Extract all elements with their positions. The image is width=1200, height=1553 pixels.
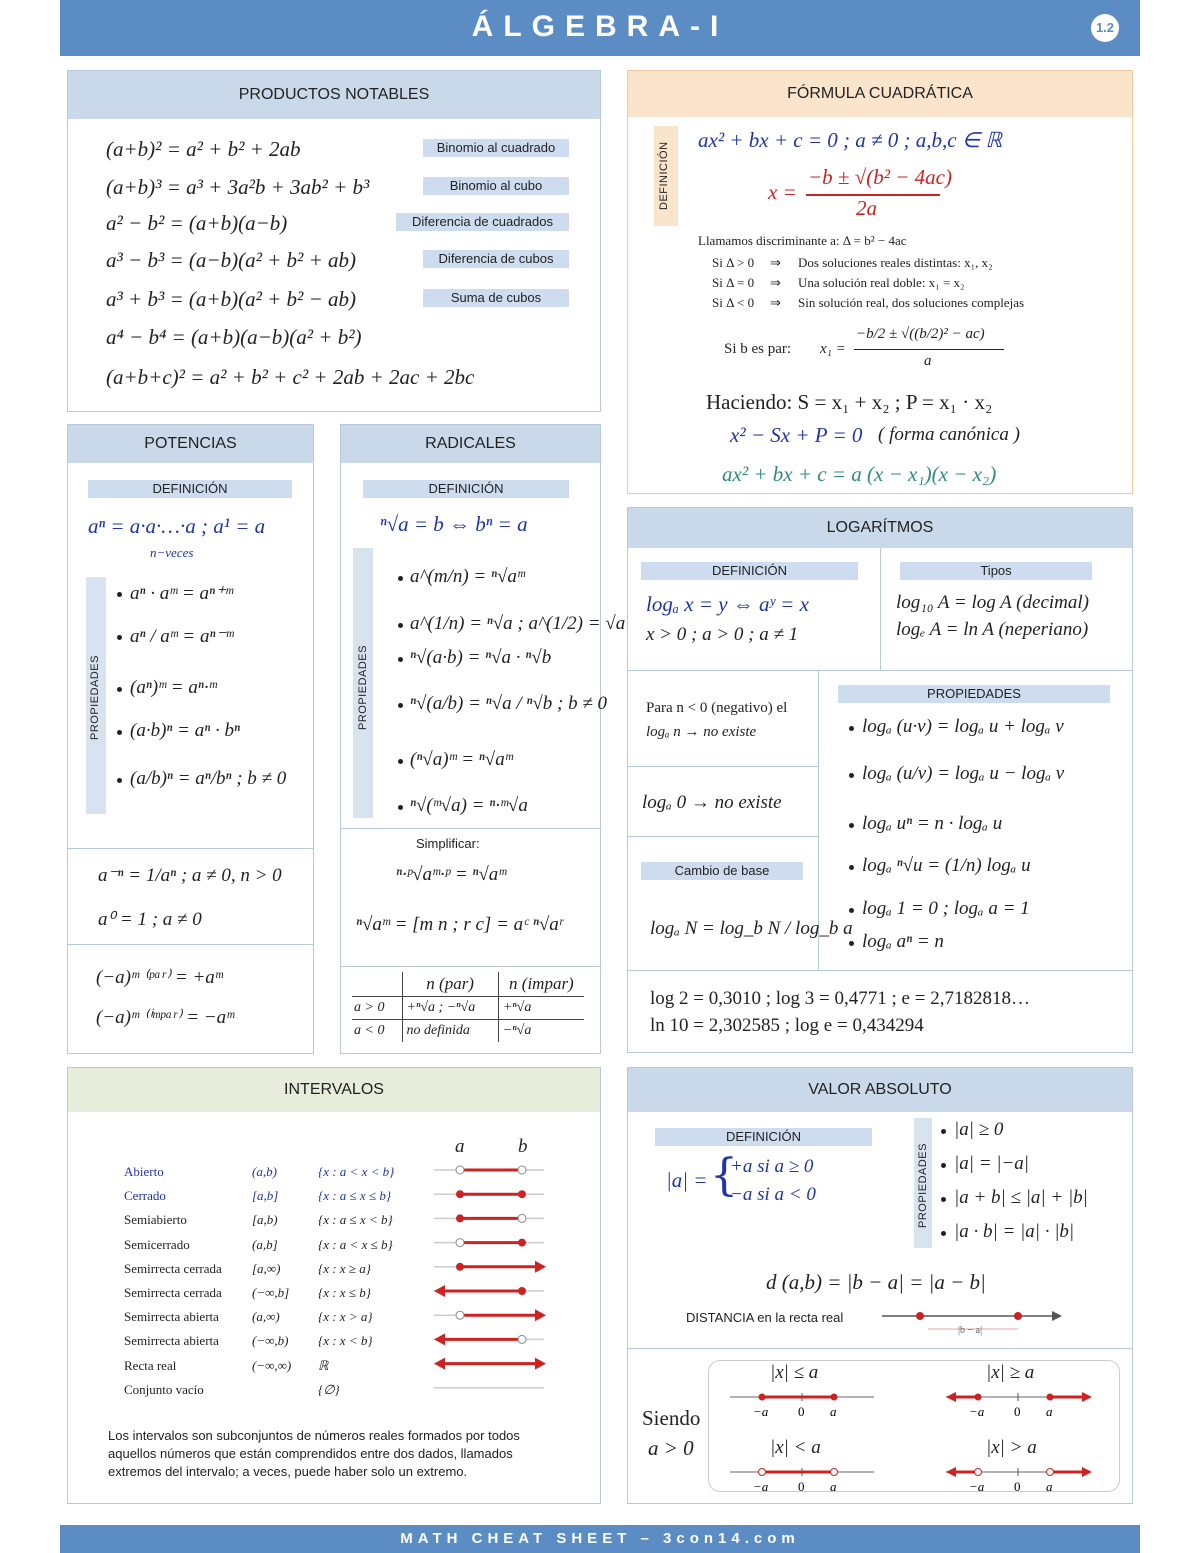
b-par-denominator: a — [924, 353, 932, 369]
potencia-property: aⁿ · aᵐ = aⁿ⁺ᵐ — [130, 583, 233, 604]
inequality-number-line — [726, 1461, 886, 1497]
interval-name: Recta real — [124, 1357, 177, 1373]
divider — [68, 944, 313, 945]
potencias-definition: aⁿ = a·a·…·a ; a¹ = a — [88, 514, 266, 538]
arrowhead — [535, 1358, 546, 1370]
tick-label: −a — [969, 1479, 985, 1494]
interval-notation: (−∞,b) — [252, 1333, 289, 1349]
closed-endpoint — [975, 1394, 982, 1401]
even-power: (−a)ᵐ ⁽ᵖᵃʳ⁾ = +aᵐ — [96, 967, 223, 988]
distance-caption: DISTANCIA en la recta real — [686, 1310, 844, 1325]
interval-name: Abierto — [124, 1164, 164, 1179]
case-condition: Si Δ > 0 — [712, 255, 755, 270]
product-label: Binomio al cuadrado — [423, 139, 569, 157]
interval-set: {x : a ≤ x ≤ b} — [318, 1188, 392, 1204]
log-zero-note: logₐ 0 → no existe — [642, 792, 782, 813]
case-arrow: ⇒ — [770, 295, 781, 310]
radical-property: (ⁿ√a)ᵐ = ⁿ√aᵐ — [410, 749, 513, 770]
interval-set: ℝ — [318, 1357, 329, 1373]
propiedades-tab-label: PROPIEDADES — [89, 655, 101, 740]
arrowhead — [434, 1285, 445, 1297]
distance-number-line — [878, 1302, 1068, 1338]
table-cell: +ⁿ√a ; −ⁿ√a — [402, 997, 498, 1020]
b-par-label: Si b es par: — [724, 341, 792, 357]
bullet — [117, 778, 122, 783]
divider — [628, 836, 818, 837]
interval-set: {x : x < b} — [318, 1333, 373, 1349]
log-property: logₐ aⁿ = n — [862, 931, 944, 952]
siendo-label: Siendo — [642, 1406, 701, 1430]
open-endpoint — [518, 1214, 526, 1222]
interval-notation: (−∞,b] — [252, 1285, 290, 1300]
case-text: Dos soluciones reales distintas: x₁, x₂ — [798, 255, 993, 270]
log-type-neperiano: logₑ A = ln A (neperiano) — [896, 619, 1089, 640]
potencia-property: (a/b)ⁿ = aⁿ/bⁿ ; b ≠ 0 — [130, 768, 287, 789]
bullet — [941, 1197, 946, 1202]
quadratic-numerator: −b ± √(b² − 4ac) — [808, 165, 952, 189]
interval-name: Semirrecta abierta — [124, 1309, 219, 1325]
tick-label: −a — [753, 1404, 769, 1419]
log-values-1: log 2 = 0,3010 ; log 3 = 0,4771 ; e = 2,7182818… — [650, 988, 1030, 1009]
tick-label: 0 — [1014, 1479, 1021, 1494]
inequality-number-line — [942, 1386, 1102, 1422]
cambio-base-label: Cambio de base — [641, 862, 803, 880]
table-row — [352, 1020, 584, 1043]
case-arrow: ⇒ — [770, 255, 781, 270]
tick-label: a — [1046, 1479, 1053, 1494]
divider — [68, 848, 313, 849]
tick-label: 0 — [798, 1404, 805, 1419]
table-cell: −ⁿ√a — [502, 1023, 532, 1038]
siendo-condition: a > 0 — [648, 1436, 694, 1460]
bullet — [849, 908, 854, 913]
closed-endpoint — [1047, 1394, 1054, 1401]
closed-endpoint — [759, 1394, 766, 1401]
arrowhead — [1082, 1467, 1092, 1477]
b-par-numerator: −b/2 ± √((b/2)² − ac) — [856, 326, 985, 342]
arrowhead — [535, 1309, 546, 1321]
panel-title: LOGARÍTMOS — [628, 508, 1132, 548]
interval-name: Semiabierto — [124, 1212, 187, 1228]
simplify-rule-1: ⁿ·ᵖ√aᵐ·ᵖ = ⁿ√aᵐ — [396, 864, 507, 885]
bullet — [849, 773, 854, 778]
interval-notation: [a,∞) — [252, 1260, 281, 1276]
radical-property: ⁿ√(ᵐ√a) = ⁿ·ᵐ√a — [410, 795, 528, 816]
quadratic-equation: ax² + bx + c = 0 ; a ≠ 0 ; a,b,c ∈ ℝ — [698, 128, 1003, 152]
divider — [628, 670, 1132, 671]
log-definition: logₐ x = y ⇔ aʸ = x — [646, 592, 809, 616]
definicion-label: DEFINICIÓN — [655, 1128, 872, 1146]
bullet — [941, 1163, 946, 1168]
propiedades-tab-label: PROPIEDADES — [917, 1143, 929, 1228]
product-formula: a³ − b³ = (a−b)(a² + b² + ab) — [106, 248, 357, 272]
discriminant-text: Llamamos discriminante a: Δ = b² − 4ac — [698, 233, 907, 248]
log-conditions: x > 0 ; a > 0 ; a ≠ 1 — [646, 624, 799, 645]
bullet — [398, 657, 403, 662]
interval-notation: [a,b] — [252, 1188, 279, 1204]
bullet — [849, 726, 854, 731]
inequality-number-line — [942, 1461, 1102, 1497]
interval-notation: (a,b] — [252, 1236, 278, 1252]
abs-case-negative: −a si a < 0 — [730, 1184, 816, 1205]
radicales-table — [352, 972, 584, 1042]
simplify-rule-2: ⁿ√aᵐ = [m n ; r c] = aᶜ ⁿ√aʳ — [356, 914, 564, 935]
inequality-label: |x| > a — [986, 1437, 1037, 1458]
closed-endpoint — [518, 1190, 526, 1198]
divider — [341, 828, 600, 829]
table-row — [352, 997, 584, 1020]
divider — [628, 1348, 1132, 1349]
interval-set: {x : a ≤ x < b} — [318, 1212, 393, 1228]
closed-endpoint — [456, 1214, 464, 1222]
abs-definition-lhs: |a| = — [666, 1168, 708, 1192]
factored-form: ax² + bx + c = a (x − x₁)(x − x₂) — [722, 462, 997, 486]
odd-power: (−a)ᵐ ⁽ⁱᵐᵖᵃʳ⁾ = −aᵐ — [96, 1007, 235, 1028]
zero-exponent: a⁰ = 1 ; a ≠ 0 — [98, 909, 202, 930]
abs-case-positive: +a si a ≥ 0 — [730, 1156, 814, 1177]
productos-notables-panel — [67, 70, 601, 412]
bullet — [941, 1231, 946, 1236]
closed-endpoint — [456, 1190, 464, 1198]
endpoint-a-label: a — [455, 1136, 465, 1157]
abs-property: |a| = |−a| — [954, 1153, 1030, 1174]
haciendo-text: Haciendo: S = x₁ + x₂ ; P = x₁ · x₂ — [706, 390, 993, 414]
table-cell: a > 0 — [352, 997, 402, 1020]
interval-set: {x : a < x ≤ b} — [318, 1236, 393, 1252]
radical-property: ⁿ√(a/b) = ⁿ√a / ⁿ√b ; b ≠ 0 — [410, 693, 608, 714]
definicion-label: DEFINICIÓN — [641, 562, 858, 580]
tick-label: a — [830, 1479, 837, 1494]
interval-notation: (−∞,∞) — [252, 1357, 292, 1373]
intervalos-note: Los intervalos son subconjuntos de números reales formados por todos aquellos números que están comprendidos entre dos dados, llamados extremos del intervalo; a veces, puede haber solo un extremo. — [108, 1428, 520, 1479]
interval-name: Cerrado — [124, 1188, 166, 1204]
interval-name: Semicerrado — [124, 1236, 190, 1252]
distance-formula: d (a,b) = |b − a| = |a − b| — [766, 1270, 986, 1294]
radical-property: a^(1/n) = ⁿ√a ; a^(1/2) = √a — [410, 613, 626, 634]
bullet — [849, 823, 854, 828]
product-formula: (a+b)³ = a³ + 3a²b + 3ab² + b³ — [106, 175, 370, 199]
arrowhead — [946, 1392, 956, 1402]
abs-property: |a| ≥ 0 — [954, 1119, 1004, 1140]
interval-set: {x : x > a} — [318, 1309, 373, 1325]
log-property: logₐ uⁿ = n · logₐ u — [862, 813, 1003, 834]
arrowhead — [434, 1333, 445, 1345]
log-property: logₐ (u/v) = logₐ u − logₐ v — [862, 763, 1065, 784]
log-property: logₐ ⁿ√u = (1/n) logₐ u — [862, 855, 1031, 876]
panel-title: PRODUCTOS NOTABLES — [68, 71, 600, 119]
open-endpoint — [518, 1166, 526, 1174]
interval-set: {x : x ≤ b} — [318, 1285, 371, 1300]
page-number-badge: 1.2 — [1091, 14, 1119, 42]
open-endpoint — [518, 1335, 526, 1343]
fraction-bar — [854, 349, 1004, 350]
interval-name: Semirrecta cerrada — [124, 1285, 222, 1300]
intervalos-number-lines — [430, 1155, 555, 1405]
bullet — [398, 576, 403, 581]
interval-name: Semirrecta abierta — [124, 1333, 219, 1349]
open-endpoint — [456, 1166, 464, 1174]
bullet — [941, 1129, 946, 1134]
divider — [628, 766, 818, 767]
arrowhead — [535, 1261, 546, 1273]
interval-name: Conjunto vacío — [124, 1381, 204, 1397]
panel-title: POTENCIAS — [68, 425, 313, 463]
interval-name: Semirrecta cerrada — [124, 1260, 222, 1276]
divider — [880, 548, 881, 670]
interval-set: {x : x ≥ a} — [318, 1260, 371, 1276]
closed-endpoint — [518, 1239, 526, 1247]
inequality-label: |x| < a — [770, 1437, 821, 1458]
table-cell: +ⁿ√a — [502, 1000, 532, 1015]
closed-endpoint — [831, 1394, 838, 1401]
inequality-label: |x| ≥ a — [986, 1362, 1035, 1383]
interval-notation: (a,∞) — [252, 1309, 280, 1325]
page-title: ÁLGEBRA-I — [471, 10, 729, 43]
quadratic-denominator: 2a — [856, 196, 877, 220]
product-formula: a² − b² = (a+b)(a−b) — [106, 211, 288, 235]
panel-title: INTERVALOS — [68, 1068, 600, 1112]
open-endpoint — [975, 1469, 982, 1476]
distance-tag: |b − a| — [958, 1325, 983, 1336]
case-text: Una solución real doble: x₁ = x₂ — [798, 275, 965, 290]
tick-label: 0 — [798, 1479, 805, 1494]
open-endpoint — [759, 1469, 766, 1476]
table-header-row — [352, 972, 584, 997]
arrowhead — [1082, 1392, 1092, 1402]
log-property: logₐ 1 = 0 ; logₐ a = 1 — [862, 898, 1030, 919]
tick-label: a — [1046, 1404, 1053, 1419]
bullet — [398, 759, 403, 764]
bullet — [849, 941, 854, 946]
bullet — [117, 592, 122, 597]
endpoint-b-label: b — [518, 1136, 528, 1157]
open-endpoint — [1047, 1469, 1054, 1476]
product-label: Diferencia de cuadrados — [396, 213, 569, 231]
quadratic-x-lhs: x = — [768, 180, 797, 204]
tick-label: −a — [969, 1404, 985, 1419]
definicion-tab-label: DEFINICIÓN — [658, 141, 670, 210]
potencia-property: (aⁿ)ᵐ = aⁿ·ᵐ — [130, 677, 217, 698]
canonical-form: x² − Sx + P = 0 — [730, 423, 863, 447]
bullet — [398, 703, 403, 708]
potencia-property: aⁿ / aᵐ = aⁿ⁻ᵐ — [130, 626, 234, 647]
tick-label: −a — [753, 1479, 769, 1494]
abs-property: |a + b| ≤ |a| + |b| — [954, 1187, 1088, 1208]
arrowhead — [946, 1467, 956, 1477]
table-cell: no definida — [402, 1020, 498, 1043]
closed-endpoint — [518, 1287, 526, 1295]
point-a — [916, 1312, 924, 1320]
panel-title: FÓRMULA CUADRÁTICA — [628, 71, 1132, 117]
case-text: Sin solución real, dos soluciones complejas — [798, 295, 1025, 310]
footer-text: MATH CHEAT SHEET – 3con14.com — [400, 1530, 800, 1547]
radicales-definition: ⁿ√a = b ⇔ bⁿ = a — [380, 512, 528, 536]
product-formula: a³ + b³ = (a+b)(a² + b² − ab) — [106, 287, 357, 311]
open-endpoint — [456, 1239, 464, 1247]
abs-property: |a · b| = |a| · |b| — [954, 1221, 1075, 1242]
log-property: logₐ (u·v) = logₐ u + logₐ v — [862, 716, 1064, 737]
log-negative-note-2: logₐ n → no existe — [646, 724, 757, 740]
axis-arrowhead — [1052, 1311, 1062, 1321]
bullet — [849, 865, 854, 870]
interval-notation: (a,b) — [252, 1164, 277, 1179]
closed-endpoint — [456, 1263, 464, 1271]
tipos-label: Tipos — [900, 562, 1092, 580]
log-type-decimal: log₁₀ A = log A (decimal) — [896, 592, 1089, 613]
arrowhead — [434, 1358, 445, 1370]
b-par-lhs: x₁ = — [820, 341, 846, 357]
log-negative-note: Para n < 0 (negativo) el — [646, 700, 788, 716]
tick-label: 0 — [1014, 1404, 1021, 1419]
propiedades-tab-label: PROPIEDADES — [357, 645, 369, 730]
bullet — [398, 805, 403, 810]
table-header-cell: n (impar) — [498, 972, 584, 997]
bullet — [117, 687, 122, 692]
propiedades-label: PROPIEDADES — [838, 685, 1110, 703]
case-condition: Si Δ < 0 — [712, 295, 755, 310]
change-of-base: logₐ N = log_b N / log_b a — [650, 918, 853, 939]
bullet — [117, 730, 122, 735]
radical-property: ⁿ√(a·b) = ⁿ√a · ⁿ√b — [410, 647, 552, 668]
table-header-cell — [352, 972, 402, 997]
bullet — [398, 623, 403, 628]
case-condition: Si Δ = 0 — [712, 275, 755, 290]
interval-set: {x : a < x < b} — [318, 1164, 395, 1179]
panel-title: VALOR ABSOLUTO — [628, 1068, 1132, 1112]
inequality-label: |x| ≤ a — [770, 1362, 819, 1383]
interval-set: {∅} — [318, 1381, 340, 1397]
product-label: Diferencia de cubos — [423, 250, 569, 268]
point-b — [1014, 1312, 1022, 1320]
inequality-number-line — [726, 1386, 886, 1422]
bullet — [117, 635, 122, 640]
definicion-label: DEFINICIÓN — [363, 480, 569, 498]
definicion-label: DEFINICIÓN — [88, 480, 292, 498]
table-cell: a < 0 — [352, 1020, 402, 1043]
product-formula: (a+b)² = a² + b² + 2ab — [106, 137, 301, 161]
divider — [341, 966, 600, 967]
divider — [628, 970, 1132, 971]
tick-label: a — [830, 1404, 837, 1419]
abs-brace: { — [710, 1150, 738, 1201]
product-formula: a⁴ − b⁴ = (a+b)(a−b)(a² + b²) — [106, 325, 362, 349]
simplificar-label: Simplificar: — [416, 836, 480, 851]
canonical-note: ( forma canónica ) — [878, 424, 1020, 445]
n-veces-label: n−veces — [150, 545, 194, 560]
potencia-property: (a·b)ⁿ = aⁿ · bⁿ — [130, 720, 240, 741]
open-endpoint — [831, 1469, 838, 1476]
open-endpoint — [456, 1311, 464, 1319]
negative-exponent: a⁻ⁿ = 1/aⁿ ; a ≠ 0, n > 0 — [98, 865, 282, 886]
interval-notation: [a,b) — [252, 1212, 278, 1228]
case-arrow: ⇒ — [770, 275, 781, 290]
radical-property: a^(m/n) = ⁿ√aᵐ — [410, 566, 525, 587]
product-label: Binomio al cubo — [423, 177, 569, 195]
panel-title: RADICALES — [341, 425, 600, 463]
table-header-cell: n (par) — [402, 972, 498, 997]
product-formula: (a+b+c)² = a² + b² + c² + 2ab + 2ac + 2bc — [106, 365, 475, 389]
log-values-2: ln 10 = 2,302585 ; log e = 0,434294 — [650, 1015, 924, 1036]
product-label: Suma de cubos — [423, 289, 569, 307]
